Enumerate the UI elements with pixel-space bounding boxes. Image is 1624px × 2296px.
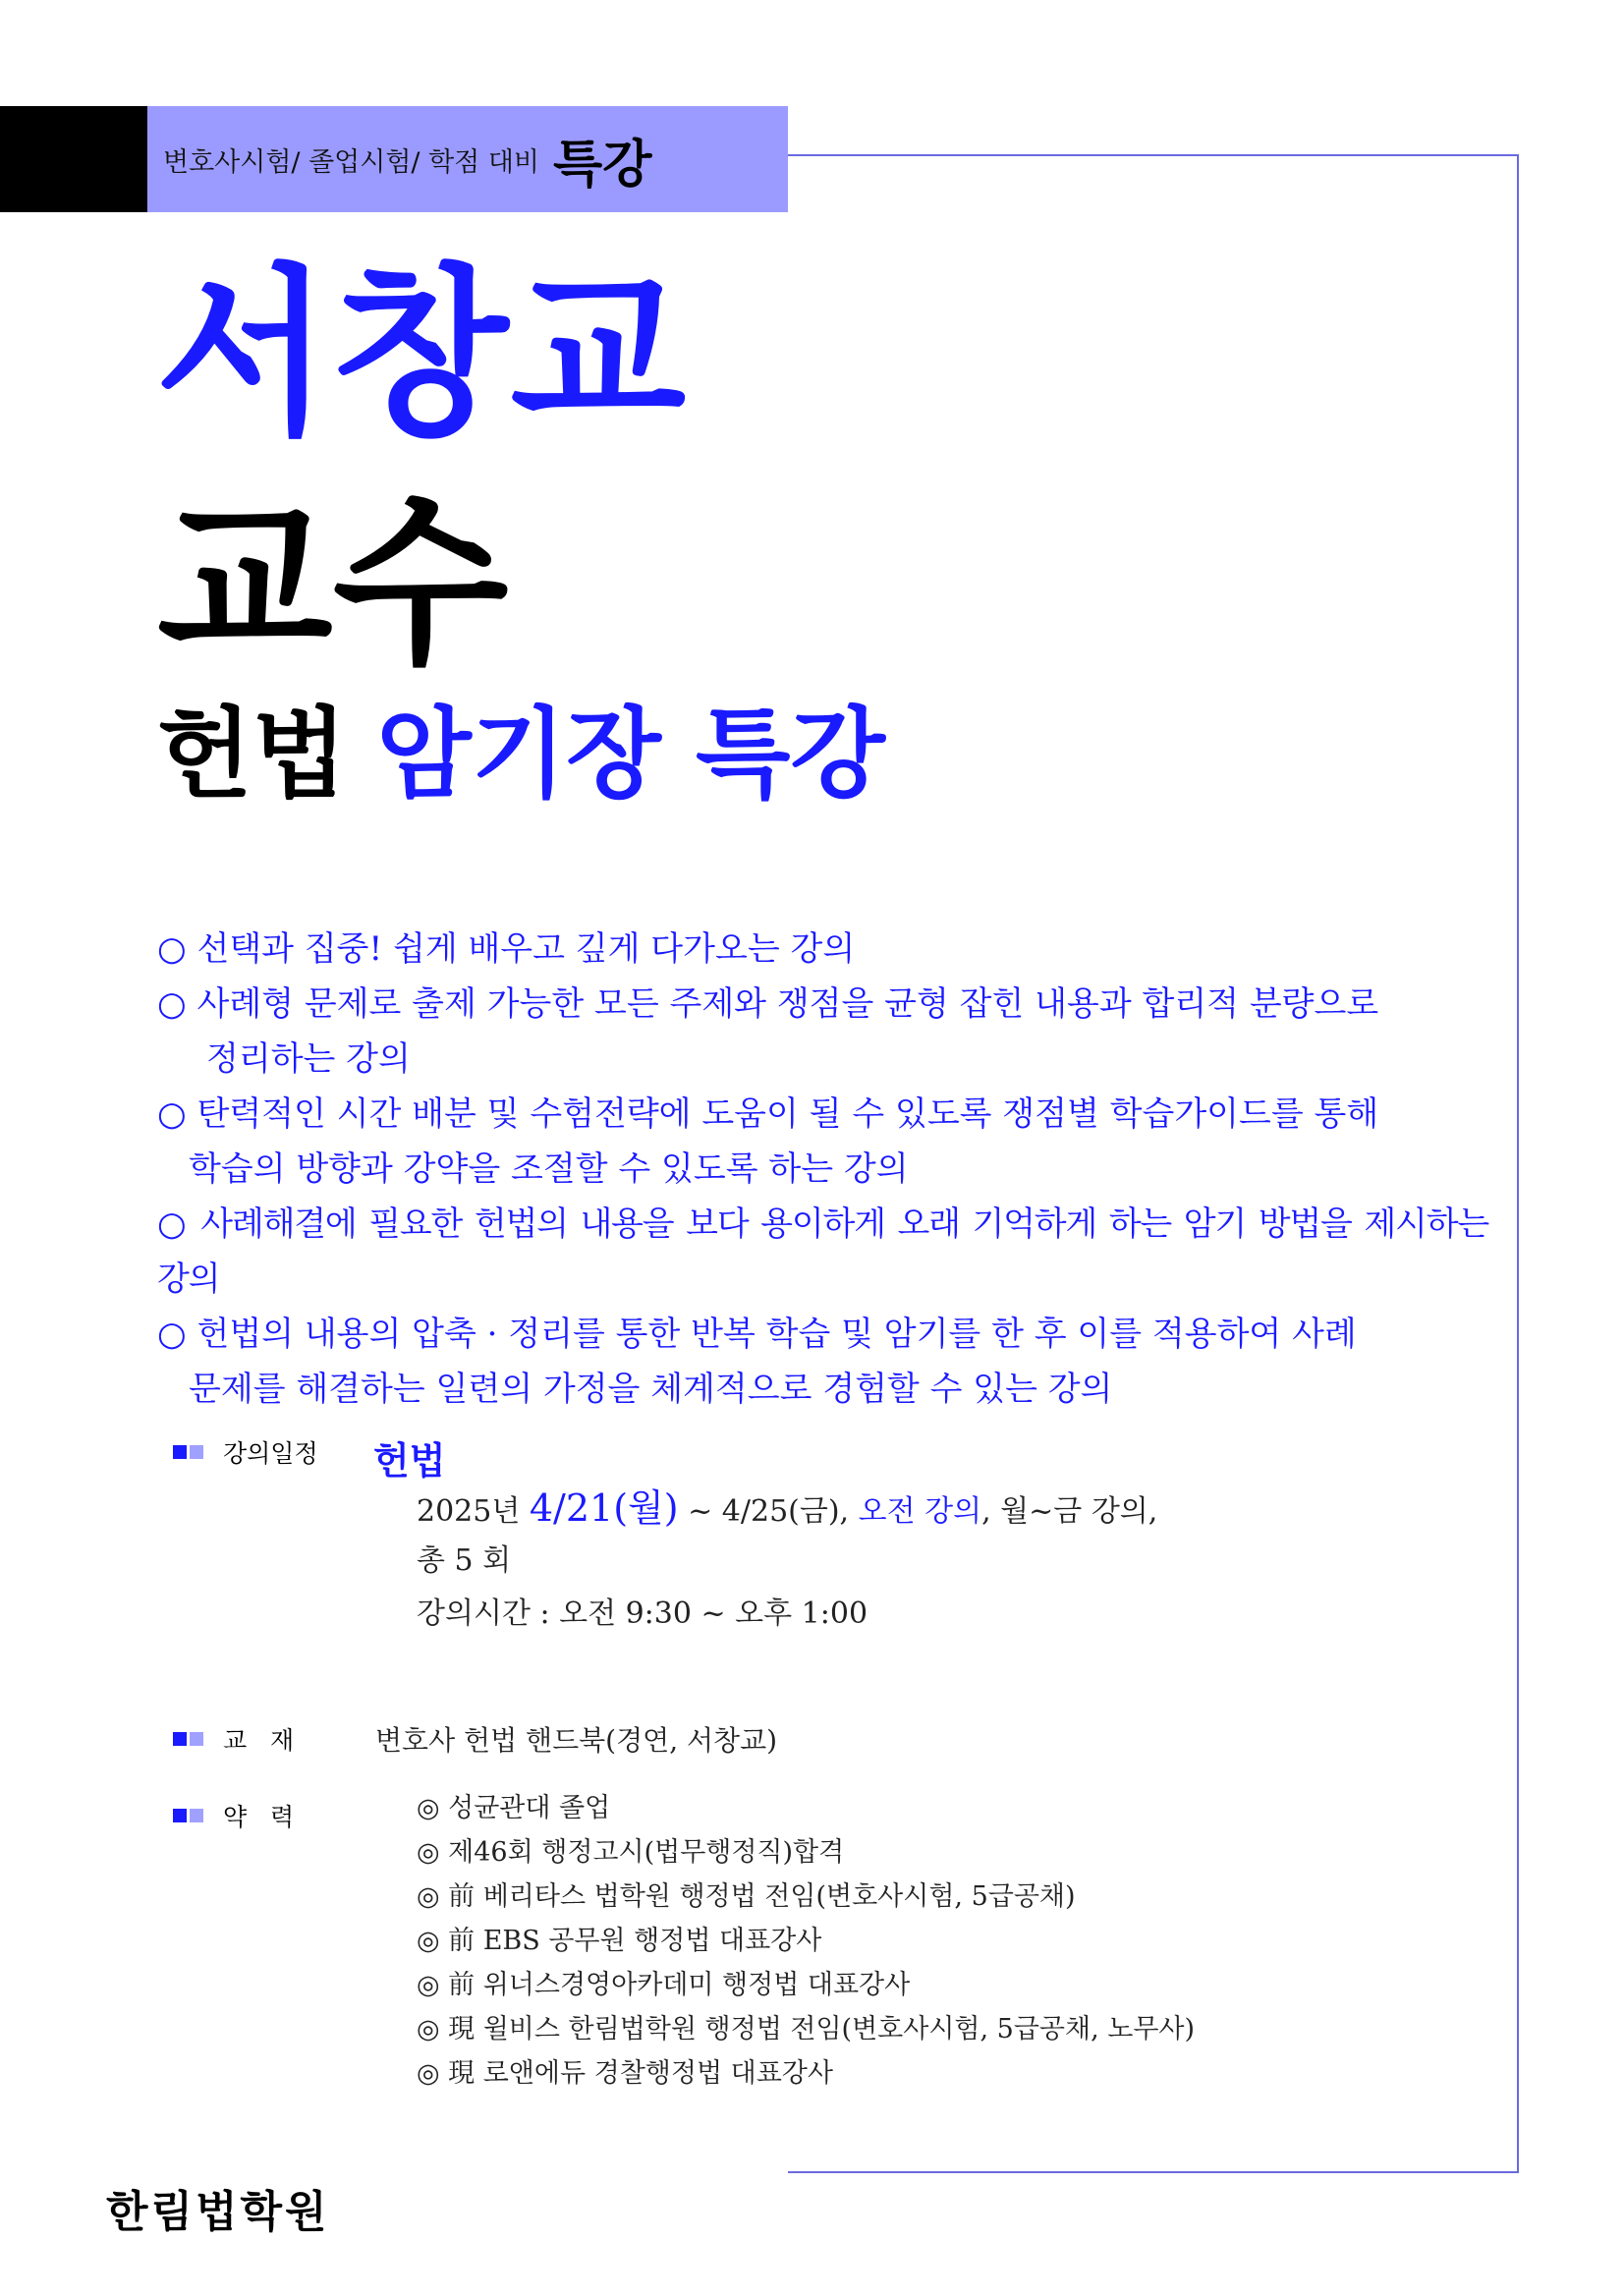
career-item: ◎ 前 EBS 공무원 행정법 대표강사 (417, 1926, 822, 1956)
header-black-block (0, 106, 147, 212)
feature-item-continued: 학습의 방향과 강약을 조절할 수 있도록 하는 강의 (189, 1149, 909, 1189)
career-item: ◎ 前 베리타스 법학원 행정법 전임(변호사시험, 5급공채) (417, 1881, 1076, 1912)
career-item: ◎ 제46회 행정고시(법무행정직)합격 (417, 1837, 845, 1868)
feature-item: ○ 사례형 문제로 출제 가능한 모든 주제와 쟁점을 균형 잡힌 내용과 합리적 분량으로 (157, 984, 1379, 1024)
feature-item: ○ 헌법의 내용의 압축 · 정리를 통한 반복 학습 및 암기를 한 후 이를 적용하여 사례 (157, 1315, 1357, 1354)
instructor-name: 서창교 (155, 248, 689, 460)
career-item: ◎ 前 위너스경영아카데미 행정법 대표강사 (417, 1970, 911, 2000)
course-name: 암기장 특강 (376, 697, 886, 812)
career-item: ◎ 성균관대 졸업 (417, 1793, 611, 1823)
feature-item: ○ 선택과 집중! 쉽게 배우고 깊게 다가오는 강의 (157, 929, 856, 969)
course-subject: 헌법 (157, 697, 348, 812)
career-label: 약 력 (173, 1798, 294, 1833)
feature-item: ○ 사례해결에 필요한 헌법의 내용을 보다 용이하게 오래 기억하게 하는 암기 방법을 제시하는 강의 (157, 1204, 1488, 1299)
career-item: ◎ 現 윌비스 한림법학원 행정법 전임(변호사시험, 5급공채, 노무사) (417, 2014, 1196, 2044)
career-list (417, 1786, 1195, 2096)
schedule-dates: 2025년 4/21(월) ~ 4/25(금), 오전 강의, 월~금 강의, (417, 1486, 1158, 1530)
header-category: 변호사시험/ 졸업시험/ 학점 대비 (163, 146, 540, 178)
square-bullet-icon (190, 1732, 203, 1746)
course-title (157, 697, 886, 812)
header-badge: 특강 (553, 135, 652, 195)
square-bullet-icon (173, 1809, 187, 1822)
square-bullet-icon (190, 1445, 203, 1459)
square-bullet-icon (173, 1732, 187, 1746)
schedule-subject: 헌법 (373, 1438, 446, 1483)
square-bullet-icon (173, 1445, 187, 1459)
career-item: ◎ 現 로앤에듀 경찰행정법 대표강사 (417, 2058, 833, 2089)
feature-item-continued: 정리하는 강의 (206, 1039, 411, 1079)
textbook-label: 교 재 (173, 1721, 294, 1757)
schedule-count: 총 5 회 (417, 1543, 512, 1578)
schedule-label: 강의일정 (173, 1434, 318, 1470)
square-bullet-icon (190, 1809, 203, 1822)
schedule-time: 강의시간 : 오전 9:30 ~ 오후 1:00 (417, 1596, 868, 1631)
academy-logo: 한림법학원 (106, 2187, 330, 2237)
feature-item: ○ 탄력적인 시간 배분 및 수험전략에 도움이 될 수 있도록 쟁점별 학습가이드를 통해 (157, 1094, 1379, 1134)
instructor-title: 교수 (157, 477, 509, 690)
feature-list (157, 922, 1488, 1417)
feature-item-continued: 문제를 해결하는 일련의 가정을 체계적으로 경험할 수 있는 강의 (189, 1370, 1113, 1409)
schedule-details (417, 1482, 1157, 1641)
header-band (147, 106, 788, 212)
textbook-value: 변호사 헌법 핸드북(경연, 서창교) (375, 1724, 778, 1757)
